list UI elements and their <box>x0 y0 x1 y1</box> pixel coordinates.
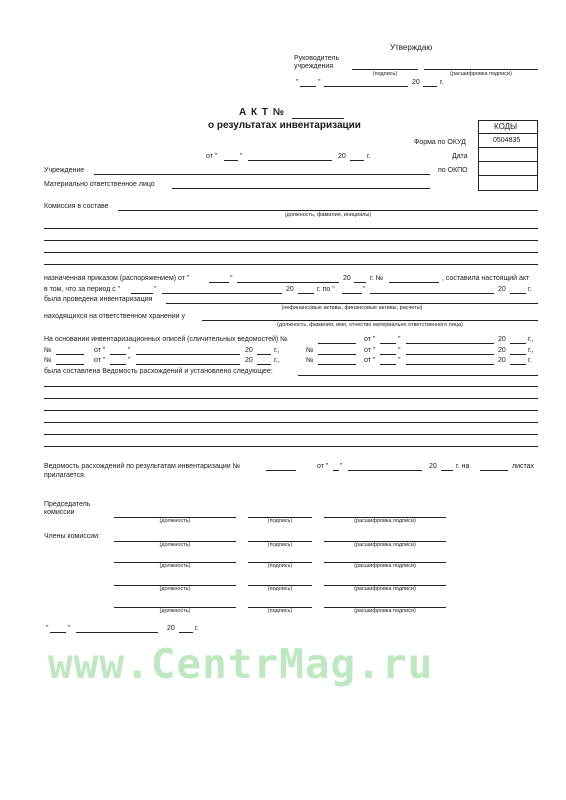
basis-g-1: г., <box>528 336 534 343</box>
okpo-label: по ОКПО <box>438 167 468 174</box>
period-q: " <box>154 286 157 293</box>
institution-label: Учреждение <box>44 167 85 174</box>
basis-year4-line[interactable] <box>257 364 271 365</box>
approval-decoding-line[interactable] <box>424 69 538 70</box>
chair-position-caption: (должность) <box>159 518 191 524</box>
final-q-close: " <box>68 625 71 632</box>
title-year-line[interactable] <box>350 160 364 161</box>
act-subtitle: о результатах инвентаризации <box>208 120 361 131</box>
members-label: Члены комиссии: <box>44 533 101 540</box>
basis-no2-line[interactable] <box>56 354 84 355</box>
discrepancies-line-4[interactable] <box>44 410 538 411</box>
period-to-month-line[interactable] <box>370 293 494 294</box>
approval-q-close: " <box>318 79 321 86</box>
member3-position-caption: (должность) <box>159 586 191 592</box>
commission-line[interactable] <box>118 210 538 211</box>
final-q-open: " <box>46 625 49 632</box>
watermark: www.CentrMag.ru <box>48 640 434 688</box>
period-g: г. <box>528 286 532 293</box>
period-to-year-line[interactable] <box>510 293 526 294</box>
member4-position-caption: (должность) <box>159 608 191 614</box>
basis-q-1: " <box>398 336 401 343</box>
discrepancies-line-6[interactable] <box>44 434 538 435</box>
statement-year-line[interactable] <box>441 470 453 471</box>
codes-divider-1 <box>478 133 538 134</box>
basis-year2-line[interactable] <box>257 354 271 355</box>
member1-decoding-caption: (расшифровка подписи) <box>354 542 416 548</box>
commission-label: Комиссия в составе <box>44 203 109 210</box>
statement-year20: 20 <box>429 463 437 470</box>
basis-year5-line[interactable] <box>510 364 526 365</box>
commission-line-2[interactable] <box>44 228 538 229</box>
approval-year-line[interactable] <box>423 86 437 87</box>
basis-g-3: г., <box>528 347 534 354</box>
codes-divider-4 <box>478 175 538 176</box>
chair-signature-caption: (подпись) <box>267 518 293 524</box>
basis-year20-2: 20 <box>245 347 253 354</box>
title-year-suffix: г. <box>367 153 371 160</box>
basis-q-4: " <box>128 357 131 364</box>
member4-signature-caption: (подпись) <box>267 608 293 614</box>
order-period: в том, что за период с " <box>44 286 121 293</box>
statement-text: Ведомость расхождений по результатам инвентаризации № <box>44 463 241 470</box>
approve-label: Утверждаю <box>390 43 433 52</box>
basis-no5-line[interactable] <box>318 364 356 365</box>
order-q: " <box>230 275 233 282</box>
discrepancies-line-2[interactable] <box>44 386 538 387</box>
basis-day5-line[interactable] <box>380 364 396 365</box>
stored-line[interactable] <box>202 320 538 321</box>
basis-day2-line[interactable] <box>110 354 126 355</box>
basis-from-3: от " <box>364 347 376 354</box>
okud-value: 0504835 <box>493 137 521 144</box>
basis-year1-line[interactable] <box>510 343 526 344</box>
basis-q-5: " <box>398 357 401 364</box>
basis-no-2: № <box>44 347 52 354</box>
basis-month3-line[interactable] <box>406 354 494 355</box>
basis-g-2: г., <box>274 347 280 354</box>
basis-text: На основании инвентаризационных описей (сличительных ведомостей) № <box>44 336 288 343</box>
codes-header: КОДЫ <box>494 122 518 131</box>
basis-g-5: г. <box>528 357 532 364</box>
statement-q: " <box>340 463 343 470</box>
basis-year3-line[interactable] <box>510 354 526 355</box>
basis-month4-line[interactable] <box>136 364 240 365</box>
basis-year20-3: 20 <box>498 347 506 354</box>
basis-no1-line[interactable] <box>318 343 356 344</box>
member1-signature-caption: (подпись) <box>267 542 293 548</box>
basis-day4-line[interactable] <box>110 364 126 365</box>
held-line[interactable] <box>166 303 538 304</box>
act-number-line[interactable] <box>292 118 344 119</box>
commission-line-3[interactable] <box>44 240 538 241</box>
chair-decoding-caption: (расшифровка подписи) <box>354 518 416 524</box>
basis-day3-line[interactable] <box>380 354 396 355</box>
discrepancies-line-1[interactable] <box>298 375 538 376</box>
title-day-line[interactable] <box>224 160 238 161</box>
statement-g-on: г. на <box>456 463 470 470</box>
order-number-line[interactable] <box>389 282 439 283</box>
member2-signature-caption: (подпись) <box>267 563 293 569</box>
basis-year20-4: 20 <box>245 357 253 364</box>
approval-q-open: " <box>296 79 299 86</box>
basis-no-3: № <box>306 347 314 354</box>
final-year-line[interactable] <box>179 632 193 633</box>
order-g-no: г. № <box>370 275 384 282</box>
title-q-close: " <box>240 153 243 160</box>
chair-label-2: комиссии <box>44 509 75 516</box>
basis-from-1: от " <box>364 336 376 343</box>
commission-line-4[interactable] <box>44 252 538 253</box>
approval-year-suffix: г. <box>440 79 444 86</box>
member1-position-caption: (должность) <box>159 542 191 548</box>
basis-g-4: г., <box>274 357 280 364</box>
basis-no3-line[interactable] <box>318 354 356 355</box>
basis-discrepancies: была составлена Ведомость расхождений и установлено следующее: <box>44 368 273 375</box>
basis-month1-line[interactable] <box>406 343 494 344</box>
member2-decoding-caption: (расшифровка подписи) <box>354 563 416 569</box>
statement-attached: прилагается. <box>44 472 86 479</box>
period-from-day-line[interactable] <box>131 293 153 294</box>
statement-sheets: листах <box>512 463 535 470</box>
held-caption: (нефинансовые активы, финансовые активы, расчеты) <box>281 305 423 311</box>
final-month-line[interactable] <box>76 632 158 633</box>
discrepancies-line-5[interactable] <box>44 422 538 423</box>
basis-year20-1: 20 <box>498 336 506 343</box>
basis-month5-line[interactable] <box>406 364 494 365</box>
basis-no-5: № <box>306 357 314 364</box>
order-year-line[interactable] <box>354 282 366 283</box>
final-g: г. <box>195 625 199 632</box>
order-day-line[interactable] <box>209 282 229 283</box>
basis-no4-line[interactable] <box>56 364 84 365</box>
basis-from-4: от " <box>94 357 106 364</box>
basis-no-4: № <box>44 357 52 364</box>
date-label: Дата <box>452 153 468 160</box>
basis-from-5: от " <box>364 357 376 364</box>
final-day-line[interactable] <box>50 632 66 633</box>
commission-line-5[interactable] <box>44 264 538 265</box>
approval-year-prefix: 20 <box>412 79 420 86</box>
act-title: А К Т № <box>239 107 285 118</box>
member3-decoding-caption: (расшифровка подписи) <box>354 586 416 592</box>
statement-from: от " <box>317 463 329 470</box>
title-year-prefix: 20 <box>338 153 346 160</box>
discrepancies-line-3[interactable] <box>44 398 538 399</box>
order-appointed: назначенная приказом (распоряжением) от " <box>44 275 190 282</box>
statement-month-line[interactable] <box>348 470 422 471</box>
statement-no-line[interactable] <box>266 470 296 471</box>
member2-position-caption: (должность) <box>159 563 191 569</box>
order-year20: 20 <box>343 275 351 282</box>
head-label-1: Руководитель <box>294 55 340 62</box>
period-q-2: " <box>363 286 366 293</box>
basis-month2-line[interactable] <box>136 354 240 355</box>
order-month-line[interactable] <box>237 282 339 283</box>
member3-signature-caption: (подпись) <box>267 586 293 592</box>
basis-q-2: " <box>128 347 131 354</box>
approval-signature-caption: (подпись) <box>372 71 398 77</box>
period-year20-b: 20 <box>498 286 506 293</box>
chair-label-1: Председатель <box>44 501 91 508</box>
statement-day-line[interactable] <box>333 470 339 471</box>
order-held: была проведена инвентаризация <box>44 296 153 303</box>
responsible-line[interactable] <box>172 188 430 189</box>
head-label-2: учреждения <box>294 63 334 70</box>
title-from: от " <box>206 153 218 160</box>
period-to-day-line[interactable] <box>342 293 362 294</box>
codes-divider-3 <box>478 161 538 162</box>
stored-caption: (должность, фамилия, имя, отчество материально ответственного лица) <box>277 322 463 328</box>
statement-sheets-line[interactable] <box>480 470 508 471</box>
final-year20: 20 <box>167 625 175 632</box>
okud-label: Форма по ОКУД <box>414 139 466 146</box>
period-from-month-line[interactable] <box>162 293 282 294</box>
basis-day1-line[interactable] <box>380 343 396 344</box>
approval-day-line[interactable] <box>300 86 316 87</box>
basis-q-3: " <box>398 347 401 354</box>
period-year20-a: 20 <box>286 286 294 293</box>
discrepancies-line-7[interactable] <box>44 446 538 447</box>
approval-month-line[interactable] <box>324 86 408 87</box>
basis-from-2: от " <box>94 347 106 354</box>
order-stored: находящихся на ответственном хранении у <box>44 313 185 320</box>
member4-decoding-caption: (расшифровка подписи) <box>354 608 416 614</box>
responsible-label: Материально ответственное лицо <box>44 181 155 188</box>
codes-divider-2 <box>478 147 538 148</box>
order-compiled: , составила настоящий акт <box>442 275 530 282</box>
period-g-to: г. по " <box>317 286 335 293</box>
title-month-line[interactable] <box>248 160 332 161</box>
approval-decoding-caption: (расшифровка подписи) <box>450 71 512 77</box>
institution-line[interactable] <box>94 174 430 175</box>
approval-signature-line[interactable] <box>352 69 418 70</box>
commission-caption: (должность, фамилия, инициалы) <box>284 212 372 218</box>
period-from-year-line[interactable] <box>298 293 314 294</box>
basis-year20-5: 20 <box>498 357 506 364</box>
